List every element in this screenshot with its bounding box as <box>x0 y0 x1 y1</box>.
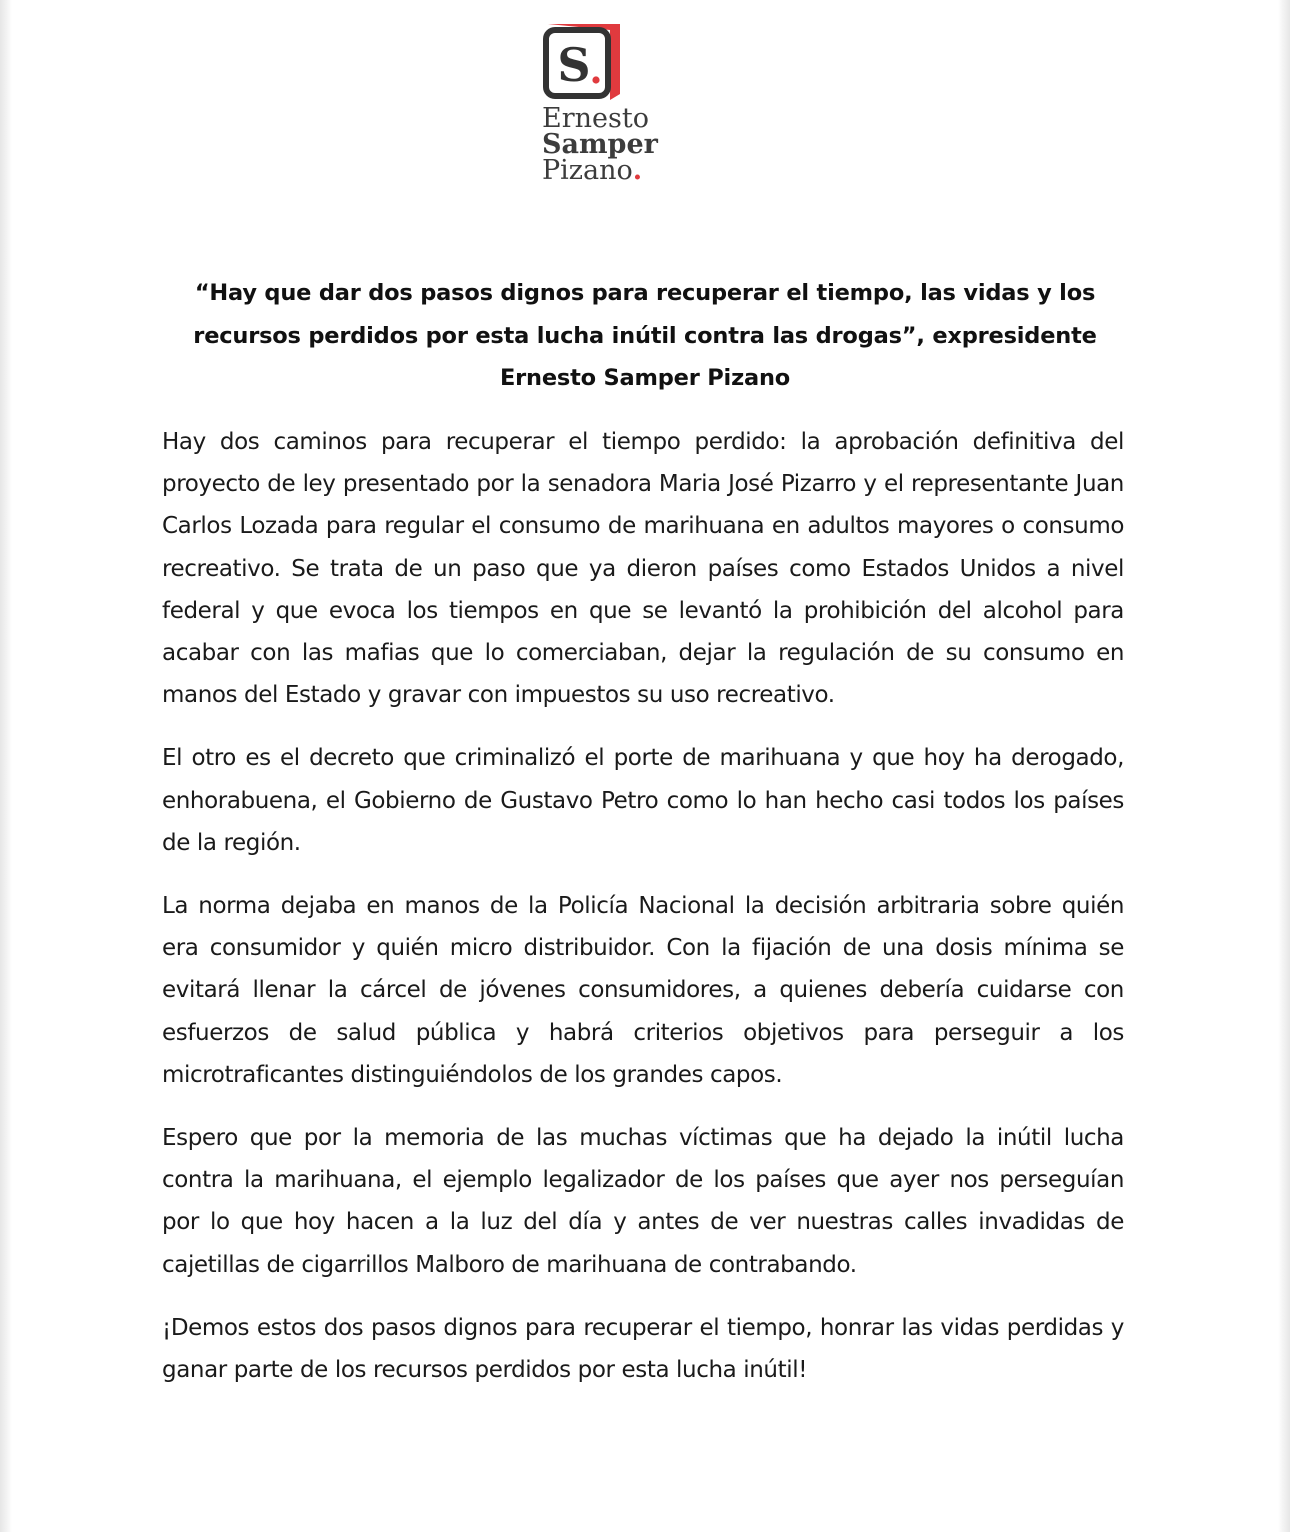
logo-letter: S <box>557 38 591 92</box>
logo-dot: . <box>632 155 643 186</box>
paragraph-5: ¡Demos estos dos pasos dignos para recuperar el tiempo, honrar las vidas perdidas y ganar parte de los recursos perdidos por esta lucha inútil! <box>162 1314 1124 1384</box>
logo-name-first: Ernesto <box>542 103 649 134</box>
paragraph-1: Hay dos caminos para recuperar el tiempo perdido: la aprobación definitiva del proyecto de ley presentado por la senadora Maria José Pizarro y el representante Juan Carlos Lozada para regular el consumo de marihuana en adultos mayores o consumo recreativo. Se trata de un paso que ya dieron países como Estados Unidos a nivel federal y que evoca los tiempos en que se levantó la prohibición del alcohol para acabar con las mafias que lo comerciaban, dejar la regulación de su consumo en manos del Estado y gravar con impuestos su uso recreativo. <box>162 429 1124 709</box>
document-title: “Hay que dar dos pasos dignos para recuperar el tiempo, las vidas y los recursos perdidos por esta lucha inútil contra las drogas”, expresidente Ernesto Samper Pizano <box>193 280 1097 391</box>
logo-name-third: Pizano <box>542 155 633 186</box>
paragraph-3: La norma dejaba en manos de la Policía Nacional la decisión arbitraria sobre quién era consumidor y quién micro distribuidor. Con la fijación de una dosis mínima se evitará llenar la cárcel de jóvenes consumidores, a quienes debería cuidarse con esfuerzos de salud pública y habrá criterios objetivos para perseguir a los microtraficantes distinguiéndolos de los grandes capos. <box>162 893 1124 1088</box>
logo-name-surname: Samper <box>542 129 658 160</box>
logo-name-second-surname <box>542 155 658 186</box>
page-edge-left <box>0 0 12 1532</box>
logo-name <box>542 103 658 186</box>
paragraph-2: El otro es el decreto que criminalizó el porte de marihuana y que hoy ha derogado, enhorabuena, el Gobierno de Gustavo Petro como lo han hecho casi todos los países de la región. <box>162 745 1124 856</box>
logo-mark-icon <box>540 22 626 102</box>
page-edge-right <box>1278 0 1290 1532</box>
paragraph-4: Espero que por la memoria de las muchas víctimas que ha dejado la inútil lucha contra la marihuana, el ejemplo legalizador de los países que ayer nos perseguían por lo que hoy hacen a la luz del día y antes de ver nuestras calles invadidas de cajetillas de cigarrillos Malboro de marihuana de contrabando. <box>162 1125 1124 1278</box>
document-body <box>162 421 1124 1412</box>
logo <box>540 22 680 192</box>
